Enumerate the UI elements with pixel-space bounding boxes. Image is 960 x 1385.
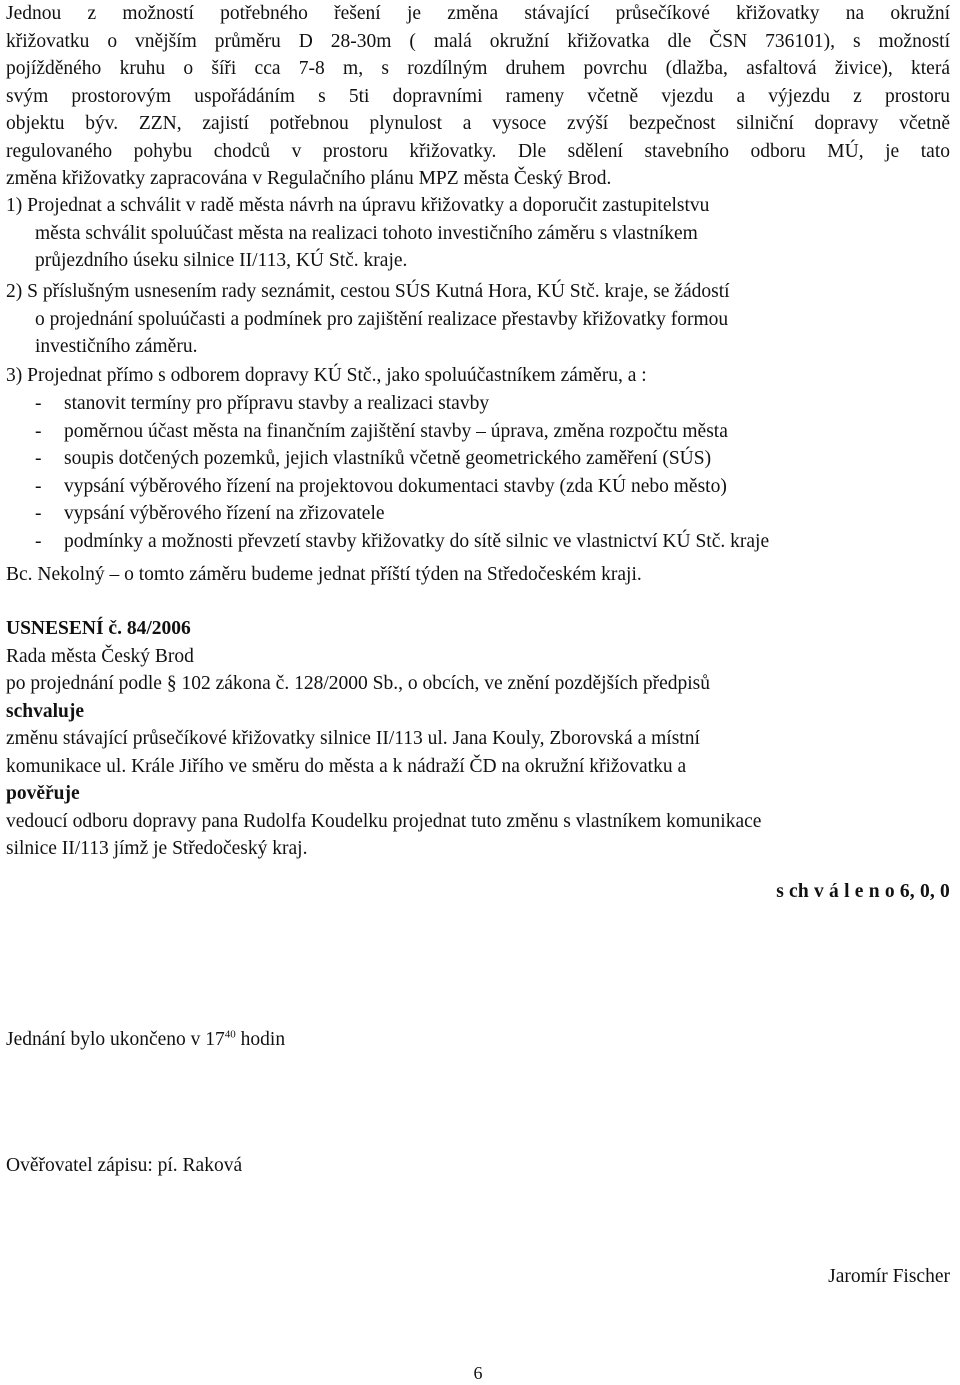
text-line: objektu býv. ZZN, zajistí potřebnou plynulost a vysoce zvýší bezpečnost silniční dopravy včetně — [6, 113, 950, 134]
verifier-line: Ověřovatel zápisu: pí. Raková — [6, 1155, 243, 1176]
authorizes-label: pověřuje — [6, 783, 80, 804]
resolution-title: USNESENÍ č. 84/2006 — [6, 618, 191, 639]
text-line: 1) Projednat a schválit v radě města návrh na úpravu křižovatky a doporučit zastupitelstvu — [6, 195, 710, 216]
text-line: silnice II/113 jímž je Středočeský kraj. — [6, 838, 308, 859]
list-item-text: soupis dotčených pozemků, jejich vlastníků včetně geometrického zaměření (SÚS) — [64, 448, 712, 469]
closing-line: Bc. Nekolný – o tomto záměru budeme jednat příští týden na Středočeském kraji. — [6, 564, 642, 585]
signature-name: Jaromír Fischer — [828, 1266, 950, 1287]
list-item — [35, 528, 950, 556]
approves-label: schvaluje — [6, 700, 84, 722]
dash-list — [35, 390, 950, 555]
text-line: změnu stávající průsečíkové křižovatky silnice II/113 ul. Jana Kouly, Zborovská a místní — [6, 728, 700, 749]
list-item-text: vypsání výběrového řízení na zřizovatele — [64, 503, 385, 524]
text-line: Jednou z možností potřebného řešení je změna stávající průsečíkové křižovatky na okružní — [6, 3, 950, 24]
page-number: 6 — [473, 1363, 483, 1383]
text-line: křižovatku o vnějším průměru D 28-30m ( malá okružní křižovatka dle ČSN 736101), s možností — [6, 30, 950, 52]
list-item — [35, 390, 950, 418]
resolution-legal-basis: po projednání podle § 102 zákona č. 128/2000 Sb., o obcích, ve znění pozdějších předpisů — [6, 673, 710, 694]
text-line: průjezdního úseku silnice II/113, KÚ Stč. kraje. — [35, 250, 408, 271]
list-item — [35, 418, 950, 446]
text-line: pojížděného kruhu o šíři cca 7-8 m, s rozdílným druhem povrchu (dlažba, asfaltová živice), která — [6, 58, 950, 79]
numbered-item-3 — [6, 362, 950, 390]
list-item-text: poměrnou účast města na finančním zajištění stavby – úprava, změna rozpočtu města — [64, 420, 728, 442]
dash-bullet: - — [35, 530, 42, 552]
list-item-text: podmínky a možnosti převzetí stavby křižovatky do sítě silnic ve vlastnictví KÚ Stč. kraje — [64, 530, 770, 552]
list-item-text: stanovit termíny pro přípravu stavby a realizaci stavby — [64, 393, 490, 414]
list-item-text: vypsání výběrového řízení na projektovou dokumentaci stavby (zda KÚ nebo město) — [64, 475, 727, 497]
text-line: svým prostorovým uspořádáním s 5ti dopravními rameny včetně vjezdu a výjezdu z prostoru — [6, 85, 950, 107]
dash-bullet: - — [35, 420, 42, 442]
resolution-body: Rada města Český Brod — [6, 645, 194, 667]
text-line: komunikace ul. Krále Jiřího ve směru do města a k nádraží ČD na okružní křižovatku a — [6, 755, 687, 777]
text-line: změna křižovatky zapracována v Regulačního plánu MPZ města Český Brod. — [6, 168, 612, 189]
dash-bullet: - — [35, 448, 42, 469]
text-line: vedoucí odboru dopravy pana Rudolfa Koudelku projednat tuto změnu s vlastníkem komunikace — [6, 810, 762, 832]
meeting-end — [6, 1026, 285, 1054]
numbered-item-1 — [6, 192, 950, 275]
intro-paragraph — [6, 0, 950, 193]
meeting-end-text: Jednání bylo ukončeno v 17 — [6, 1029, 225, 1050]
text-line: 3) Projednat přímo s odborem dopravy KÚ Stč., jako spoluúčastníkem záměru, a : — [6, 365, 647, 386]
dash-bullet: - — [35, 503, 42, 524]
text-line: 2) S příslušným usnesením rady seznámit, cestou SÚS Kutná Hora, KÚ Stč. kraje, se žádostí — [6, 281, 730, 302]
meeting-end-suffix: hodin — [235, 1029, 286, 1050]
text-line: města schválit spoluúčast města na realizaci tohoto investičního záměru s vlastníkem — [35, 222, 698, 244]
text-line: o projednání spoluúčasti a podmínek pro zajištění realizace přestavby křižovatky formou — [35, 308, 729, 330]
dash-bullet: - — [35, 475, 42, 497]
resolution-block — [6, 615, 950, 863]
dash-bullet: - — [35, 393, 42, 414]
meeting-end-minutes: 40 — [224, 1028, 236, 1041]
list-item — [35, 500, 950, 528]
list-item — [35, 445, 950, 473]
numbered-item-2 — [6, 278, 950, 361]
vote-result: s ch v á l e n o 6, 0, 0 — [776, 881, 950, 902]
text-line: regulovaného pohybu chodců v prostoru křižovatky. Dle sdělení stavebního odboru MÚ, je tato — [6, 140, 950, 162]
list-item — [35, 473, 950, 501]
text-line: investičního záměru. — [35, 336, 198, 357]
